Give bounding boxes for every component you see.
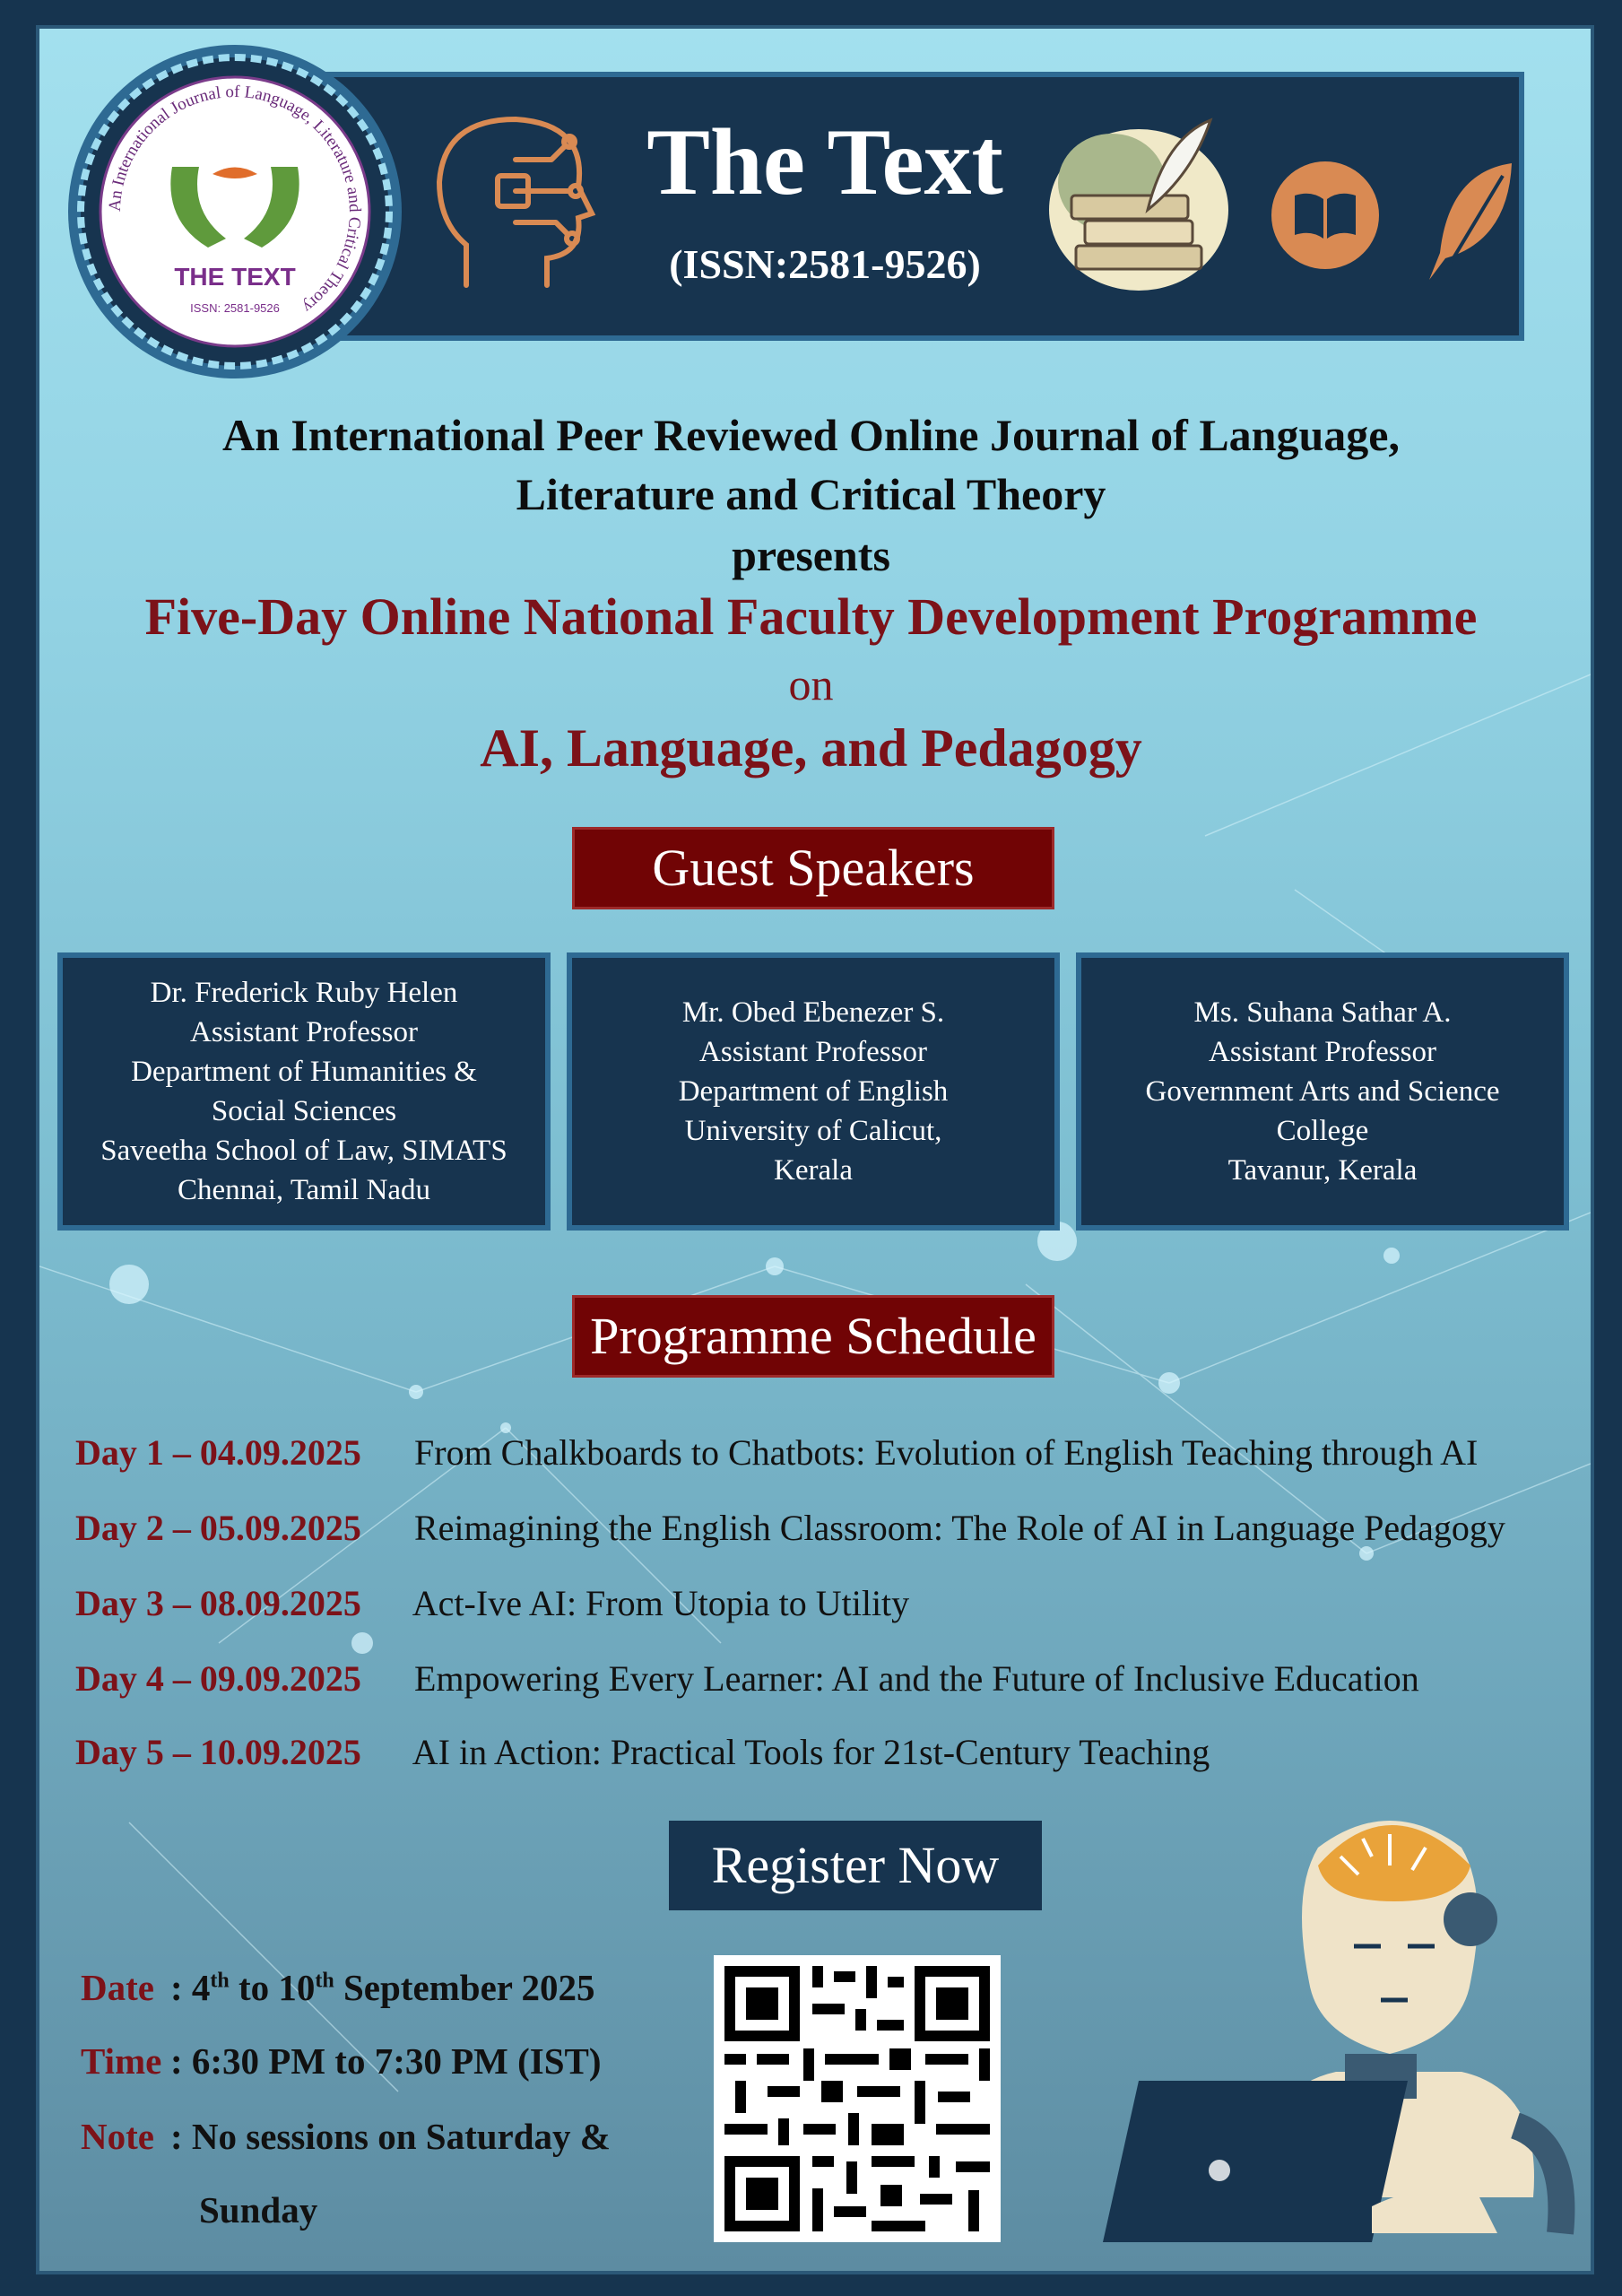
- schedule-topic-1: From Chalkboards to Chatbots: Evolution of English Teaching through AI: [414, 1432, 1479, 1473]
- time-sep: :: [170, 2040, 183, 2082]
- open-book-icon: [1270, 160, 1381, 271]
- schedule-day-3: Day 3 – 08.09.2025: [75, 1583, 361, 1623]
- note-label: Note: [81, 2116, 154, 2157]
- register-now-button[interactable]: Register Now: [669, 1821, 1042, 1910]
- date-start-sup: th: [210, 1969, 230, 1993]
- schedule-day-4: Day 4 – 09.09.2025: [75, 1658, 361, 1699]
- schedule-row-2: [75, 1507, 1582, 1549]
- schedule-row-4: [75, 1657, 1582, 1700]
- note-value-2: Sunday: [199, 2189, 318, 2231]
- quill-icon: [1422, 158, 1521, 283]
- note-sep: :: [170, 2116, 183, 2157]
- speaker-card-2: [567, 952, 1060, 1231]
- time-info: [81, 2039, 602, 2083]
- date-label: Date: [81, 1967, 154, 2008]
- programme-title: Five-Day Online National Faculty Development Programme: [144, 587, 1478, 646]
- speaker-2-dept: Department of English: [678, 1075, 949, 1108]
- speaker-card-1: [57, 952, 551, 1231]
- speaker-1-location: Chennai, Tamil Nadu: [177, 1174, 431, 1206]
- speaker-3-institution-2: College: [1276, 1115, 1369, 1147]
- date-value: [192, 1967, 595, 2008]
- schedule-day-5: Day 5 – 10.09.2025: [75, 1732, 361, 1772]
- schedule-topic-2: Reimagining the English Classroom: The Role of AI in Language Pedagogy: [414, 1508, 1505, 1548]
- schedule-row-3: [75, 1582, 1582, 1624]
- time-value: 6:30 PM to 7:30 PM (IST): [191, 2040, 602, 2082]
- schedule-topic-4: Empowering Every Learner: AI and the Future of Inclusive Education: [414, 1658, 1419, 1699]
- speaker-1-dept: Department of Humanities &: [131, 1056, 477, 1088]
- note-value-1: No sessions on Saturday &: [191, 2116, 611, 2157]
- intro-line-2: Literature and Critical Theory: [516, 469, 1106, 519]
- speaker-1-name: Dr. Frederick Ruby Helen: [150, 977, 458, 1009]
- speaker-card-3: [1076, 952, 1569, 1231]
- speaker-1-dept-2: Social Sciences: [211, 1095, 397, 1127]
- date-month: September 2025: [334, 1967, 595, 2008]
- guest-speakers-heading: Guest Speakers: [572, 827, 1054, 909]
- note-info: [81, 2115, 611, 2158]
- schedule-row-5: [75, 1731, 1582, 1773]
- registration-qr-code[interactable]: [714, 1955, 1001, 2242]
- programme-theme: AI, Language, and Pedagogy: [480, 718, 1142, 778]
- speaker-1-role: Assistant Professor: [190, 1016, 418, 1048]
- speaker-2-institution: University of Calicut,: [684, 1115, 942, 1147]
- speaker-2-location: Kerala: [774, 1154, 853, 1187]
- speaker-3-name: Ms. Suhana Sathar A.: [1193, 996, 1452, 1029]
- ai-head-icon: [430, 106, 610, 303]
- schedule-heading: Programme Schedule: [572, 1295, 1054, 1378]
- date-start: 4: [191, 1967, 211, 2008]
- robot-laptop-illustration: [1031, 1785, 1596, 2269]
- date-end: to 10: [229, 1967, 316, 2008]
- speaker-1-institution: Saveetha School of Law, SIMATS: [100, 1135, 507, 1167]
- schedule-topic-3: Act-Ive AI: From Utopia to Utility: [412, 1583, 910, 1623]
- programme-on: on: [788, 659, 834, 709]
- intro-line-1: An International Peer Reviewed Online Journal of Language,: [222, 410, 1400, 460]
- logo-name: THE TEXT: [174, 263, 296, 291]
- schedule-day-1: Day 1 – 04.09.2025: [75, 1432, 361, 1473]
- speaker-3-institution: Government Arts and Science: [1145, 1075, 1500, 1108]
- journal-logo: [65, 41, 405, 382]
- books-quill-icon: [1040, 111, 1237, 300]
- logo-issn: ISSN: 2581-9526: [190, 301, 280, 315]
- logo-ring-text: An International Journal of Language, Literature and Critical Theory: [105, 82, 365, 317]
- journal-title: The Text: [646, 109, 1003, 214]
- date-info: [81, 1966, 595, 2009]
- schedule-day-2: Day 2 – 05.09.2025: [75, 1508, 361, 1548]
- qr-code-pattern: [714, 1955, 1001, 2242]
- speaker-2-role: Assistant Professor: [699, 1036, 927, 1068]
- time-label: Time: [81, 2040, 162, 2082]
- intro-presents: presents: [732, 530, 890, 580]
- speaker-3-location: Tavanur, Kerala: [1227, 1154, 1418, 1187]
- speaker-3-role: Assistant Professor: [1209, 1036, 1436, 1068]
- date-sep: :: [170, 1967, 183, 2008]
- journal-issn: (ISSN:2581-9526): [669, 241, 981, 287]
- note-info-2: [199, 2188, 317, 2231]
- schedule-row-1: [75, 1431, 1582, 1474]
- speaker-2-name: Mr. Obed Ebenezer S.: [681, 996, 945, 1029]
- schedule-topic-5: AI in Action: Practical Tools for 21st-Century Teaching: [412, 1732, 1210, 1772]
- date-end-sup: th: [315, 1969, 334, 1993]
